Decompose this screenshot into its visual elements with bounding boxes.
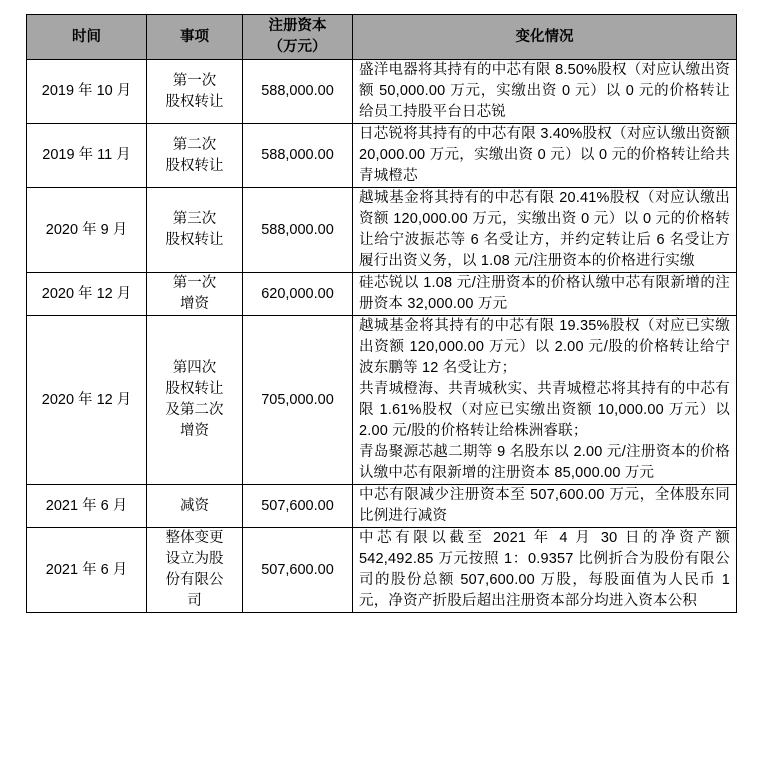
cell-item-line: 第三次 <box>172 211 217 227</box>
cell-change-paragraph: 共青城橙海、共青城秋实、共青城橙芯将其持有的中芯有限 1.61%股权（对应已实缴出资额 10,000.00 万元）以 2.00 元/股的价格转让给株洲睿联； <box>359 381 730 439</box>
cell-time: 2019 年 10 月 <box>27 60 147 124</box>
cell-capital: 588,000.00 <box>243 60 353 124</box>
table-row <box>27 124 737 188</box>
cell-capital: 705,000.00 <box>243 316 353 485</box>
capital-history-table-container <box>26 14 736 613</box>
header-time: 时间 <box>27 15 147 60</box>
capital-history-table <box>26 14 737 613</box>
cell-item <box>147 124 243 188</box>
cell-item-line: 增资 <box>180 423 209 439</box>
cell-time: 2020 年 12 月 <box>27 316 147 485</box>
table-row <box>27 60 737 124</box>
header-item: 事项 <box>147 15 243 60</box>
cell-time: 2021 年 6 月 <box>27 485 147 528</box>
table-row <box>27 273 737 316</box>
cell-item-line: 设立为股 <box>165 551 224 567</box>
cell-change <box>353 485 737 528</box>
cell-item-line: 份有限公 <box>165 572 224 588</box>
cell-change-paragraph: 中芯有限以截至 2021 年 4 月 30 日的净资产额 542,492.85 万元按照 1：0.9357 比例折合为股份有限公司的股份总额 507,600.00 万股，每股面值为人民币 1 元，净资产折股后超出注册资本部分均进入资本公积 <box>359 530 730 609</box>
cell-item-line: 第二次 <box>172 136 217 153</box>
cell-change <box>353 60 737 124</box>
cell-change-paragraph: 日芯锐将其持有的中芯有限 3.40%股权（对应认缴出资额 20,000.00 万元，实缴出资 0 元）以 0 元的价格转让给共青城橙芯 <box>359 126 730 184</box>
table-row <box>27 528 737 613</box>
cell-item-line: 及第二次 <box>165 402 224 418</box>
cell-time: 2020 年 12 月 <box>27 273 147 316</box>
cell-item-line: 整体变更 <box>165 530 224 546</box>
cell-item <box>147 60 243 124</box>
cell-change-paragraph: 硅芯锐以 1.08 元/注册资本的价格认缴中芯有限新增的注册资本 32,000.00 万元 <box>359 275 730 312</box>
cell-item <box>147 528 243 613</box>
cell-change-paragraph: 越城基金将其持有的中芯有限 20.41%股权（对应认缴出资额 120,000.00 万元，实缴出资 0 元）以 0 元的价格转让给宁波振芯等 6 名受让方，并约定转让后 6 名受让方履行出资义务，以 1.08 元/注册资本的价格进行实缴 <box>359 190 730 269</box>
cell-item-line: 股权转让 <box>165 157 224 174</box>
header-change: 变化情况 <box>353 15 737 60</box>
table-row <box>27 188 737 273</box>
cell-item-line: 增资 <box>180 296 209 312</box>
table-row <box>27 485 737 528</box>
cell-capital: 507,600.00 <box>243 528 353 613</box>
table-row <box>27 316 737 485</box>
cell-change <box>353 273 737 316</box>
cell-change-paragraph: 盛洋电器将其持有的中芯有限 8.50%股权（对应认缴出资额 50,000.00 万元，实缴出资 0 元）以 0 元的价格转让给员工持股平台日芯锐 <box>359 62 730 120</box>
cell-change-paragraph: 中芯有限减少注册资本至 507,600.00 万元，全体股东同比例进行减资 <box>359 487 730 524</box>
cell-item-line: 股权转让 <box>165 93 224 110</box>
cell-item <box>147 485 243 528</box>
cell-capital: 620,000.00 <box>243 273 353 316</box>
cell-change <box>353 528 737 613</box>
cell-change <box>353 188 737 273</box>
cell-item <box>147 316 243 485</box>
cell-time: 2019 年 11 月 <box>27 124 147 188</box>
cell-change-paragraph: 青岛聚源芯越二期等 9 名股东以 2.00 元/注册资本的价格认缴中芯有限新增的注册资本 85,000.00 万元 <box>359 444 730 481</box>
cell-item-line: 股权转让 <box>165 381 224 397</box>
header-row <box>27 15 737 60</box>
cell-item-line: 第一次 <box>172 72 217 89</box>
header-capital-line1: 注册资本 <box>268 18 327 34</box>
cell-item-line: 第四次 <box>172 360 217 376</box>
cell-item-line: 司 <box>187 593 202 609</box>
header-capital-line2: （万元） <box>268 39 327 55</box>
cell-capital: 588,000.00 <box>243 188 353 273</box>
cell-change <box>353 316 737 485</box>
cell-item <box>147 188 243 273</box>
cell-item-line: 第一次 <box>172 275 217 291</box>
cell-time: 2021 年 6 月 <box>27 528 147 613</box>
cell-item-line: 减资 <box>180 497 209 514</box>
cell-capital: 507,600.00 <box>243 485 353 528</box>
cell-change-paragraph: 越城基金将其持有的中芯有限 19.35%股权（对应已实缴出资额 120,000.00 万元）以 2.00 元/股的价格转让给宁波东鹏等 12 名受让方； <box>359 318 730 376</box>
cell-item-line: 股权转让 <box>165 232 224 248</box>
cell-capital: 588,000.00 <box>243 124 353 188</box>
cell-change <box>353 124 737 188</box>
header-capital <box>243 15 353 60</box>
cell-time: 2020 年 9 月 <box>27 188 147 273</box>
cell-item <box>147 273 243 316</box>
